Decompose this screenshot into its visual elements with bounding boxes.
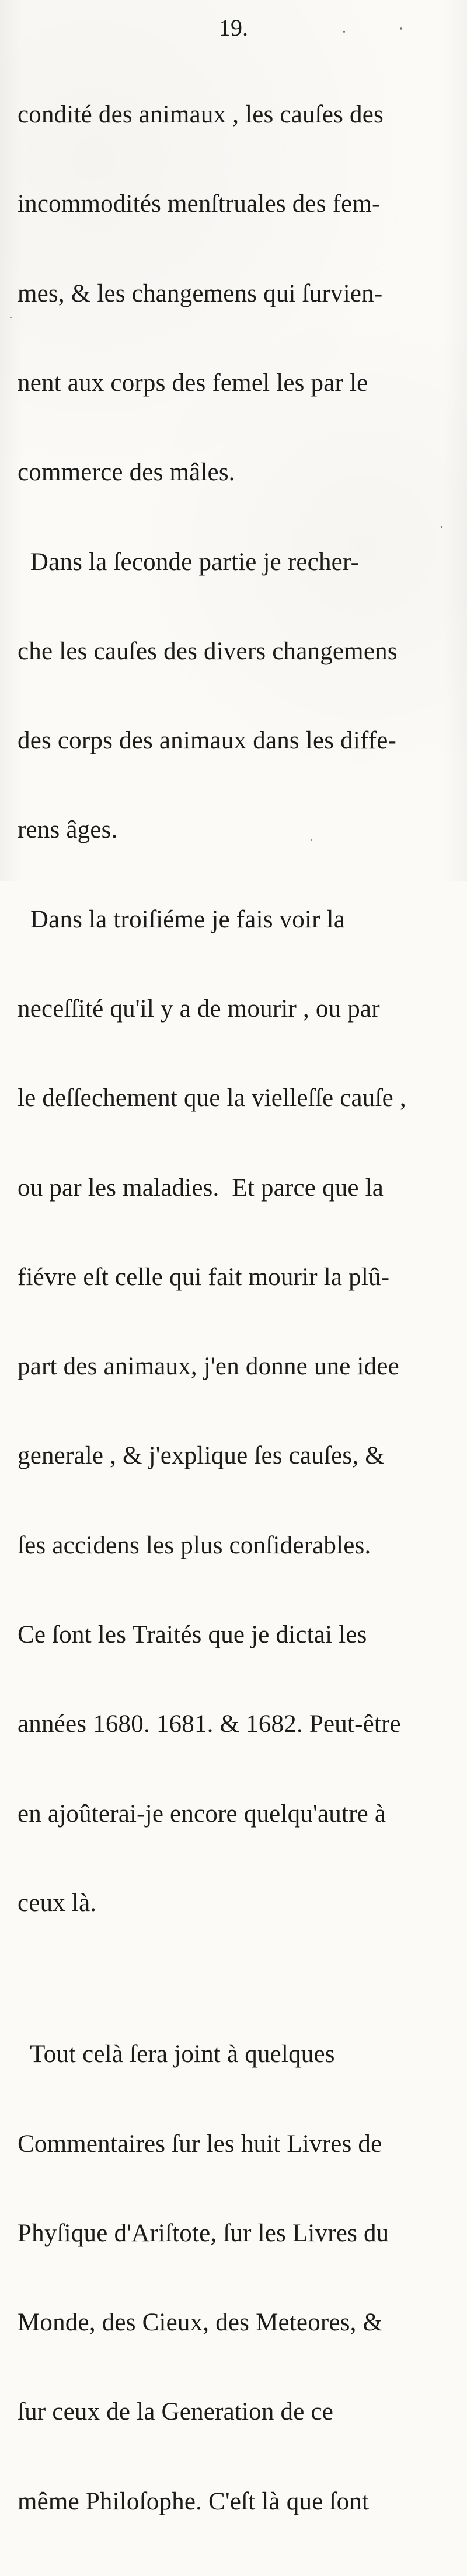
text-line: années 1680. 1681. & 1682. Peut-être: [18, 1710, 401, 1738]
text-line: Phyſique d'Ariſtote, ſur les Livres du: [18, 2219, 389, 2247]
text-line: Dans la ſeconde partie je recher-: [18, 548, 360, 576]
text-line: ſur ceux de la Generation de ce: [18, 2398, 334, 2426]
page-text: [18, 40, 444, 2576]
text-line: en ajoûterai-je encore quelqu'autre à: [18, 1800, 386, 1828]
ink-speck: [343, 31, 345, 33]
text-line: mes, & les changemens qui ſurvien-: [18, 279, 383, 307]
text-line: ou par les maladies. Et parce que la: [18, 1174, 384, 1202]
text-line: part des animaux, j'en donne une idee: [18, 1353, 399, 1381]
text-line: Ce ſont les Traités que je dictai les: [18, 1620, 367, 1648]
text-line: incommodités menſtruales des fem-: [18, 190, 381, 218]
text-line: Tout celà ſera joint à quelques: [18, 2041, 335, 2068]
text-line: des corps des animaux dans les diffe-: [18, 727, 397, 755]
ink-speck: [311, 839, 312, 841]
ink-speck: [10, 317, 12, 318]
text-line: le deſſechement que la vielleſſe cauſe ,: [18, 1084, 406, 1112]
text-line: nent aux corps des femel les par le: [18, 369, 368, 397]
text-line: Dans la troiſiéme je fais voir la: [18, 905, 346, 933]
text-line: rens âges.: [18, 816, 118, 844]
text-line: neceſſité qu'il y a de mourir , ou par: [18, 995, 380, 1023]
page-number: 19.: [219, 15, 248, 41]
text-line: fiévre eſt celle qui fait mourir la plû-: [18, 1263, 390, 1291]
text-line: ſes accidens les plus conſiderables.: [18, 1531, 371, 1559]
paragraph-gap: [18, 1978, 444, 1980]
ink-speck: [400, 27, 402, 30]
text-line: même Philoſophe. C'eſt là que ſont: [18, 2487, 370, 2515]
ink-speck: [441, 526, 442, 528]
text-line: generale , & j'explique ſes cauſes, &: [18, 1442, 385, 1470]
text-line: commerce des mâles.: [18, 459, 235, 487]
text-line: condité des animaux , les cauſes des: [18, 101, 384, 129]
text-line: Commentaires ſur les huit Livres de: [18, 2130, 382, 2158]
text-line: che les cauſes des divers changemens: [18, 637, 398, 665]
text-line: ceux là.: [18, 1889, 97, 1917]
text-line: Monde, des Cieux, des Meteores, &: [18, 2309, 383, 2337]
